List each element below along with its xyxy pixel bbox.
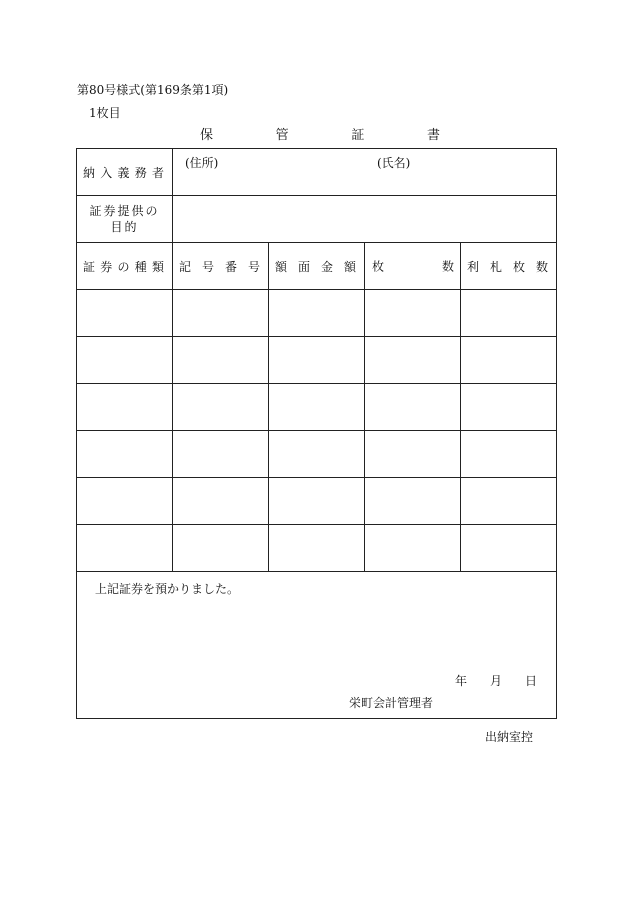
table-cell: [173, 384, 269, 431]
table-cell: [461, 337, 557, 384]
sheet-count: 1枚目: [89, 106, 121, 120]
purpose-label: 証券提供の目的: [77, 196, 173, 243]
col-header-number: 記号番号: [173, 243, 269, 290]
receipt-row: [77, 572, 557, 719]
col-header-coupons: 利札枚数: [461, 243, 557, 290]
obligor-field: [173, 149, 557, 196]
obligor-label: 納入義務者: [77, 149, 173, 196]
table-cell: [365, 525, 461, 572]
month-label: 月: [489, 674, 502, 688]
purpose-row: [77, 196, 557, 243]
table-cell: [269, 478, 365, 525]
table-cell: [77, 290, 173, 337]
table-cell: [77, 525, 173, 572]
table-cell: [77, 478, 173, 525]
table-cell: [77, 431, 173, 478]
table-row: [77, 525, 557, 572]
table-cell: [461, 431, 557, 478]
table-cell: [269, 384, 365, 431]
col-header-face-value: 額面金額: [269, 243, 365, 290]
table-cell: [269, 525, 365, 572]
receipt-statement: 上記証券を預かりました。: [95, 582, 240, 596]
table-cell: [269, 290, 365, 337]
table-cell: [365, 431, 461, 478]
table-cell: [365, 478, 461, 525]
table-cell: [461, 290, 557, 337]
table-cell: [461, 384, 557, 431]
title-char: 証: [351, 128, 365, 143]
table-cell: [77, 337, 173, 384]
col-header-type: 証券の種類: [77, 243, 173, 290]
table-row: [77, 384, 557, 431]
custody-certificate-table: [76, 148, 557, 719]
table-cell: [365, 384, 461, 431]
table-cell: [365, 337, 461, 384]
document-title: [200, 124, 440, 143]
copy-label: 出納室控: [485, 730, 534, 744]
title-char: 保: [200, 128, 214, 143]
year-label: 年: [455, 674, 468, 688]
table-cell: [461, 525, 557, 572]
table-cell: [461, 478, 557, 525]
table-cell: [173, 525, 269, 572]
table-row: [77, 478, 557, 525]
table-row: [77, 337, 557, 384]
table-cell: [365, 290, 461, 337]
day-label: 日: [524, 674, 537, 688]
table-cell: [173, 337, 269, 384]
table-cell: [269, 431, 365, 478]
table-cell: [269, 337, 365, 384]
col-header-quantity: [365, 243, 461, 290]
table-row: [77, 431, 557, 478]
receipt-section: [77, 572, 557, 719]
table-cell: [173, 431, 269, 478]
title-char: 書: [426, 128, 440, 143]
table-cell: [173, 290, 269, 337]
quantity-char-1: 枚: [372, 259, 385, 274]
accounting-officer: 栄町会計管理者: [349, 696, 434, 710]
table-row: [77, 290, 557, 337]
column-header-row: [77, 243, 557, 290]
table-cell: [173, 478, 269, 525]
name-label: (氏名): [377, 156, 411, 170]
quantity-char-2: 数: [441, 259, 454, 274]
purpose-field: [173, 196, 557, 243]
obligor-row: [77, 149, 557, 196]
title-char: 管: [275, 128, 289, 143]
date-line: [455, 672, 537, 689]
address-label: (住所): [185, 156, 219, 170]
form-number: 第80号様式(第169条第1項): [77, 83, 229, 97]
table-cell: [77, 384, 173, 431]
